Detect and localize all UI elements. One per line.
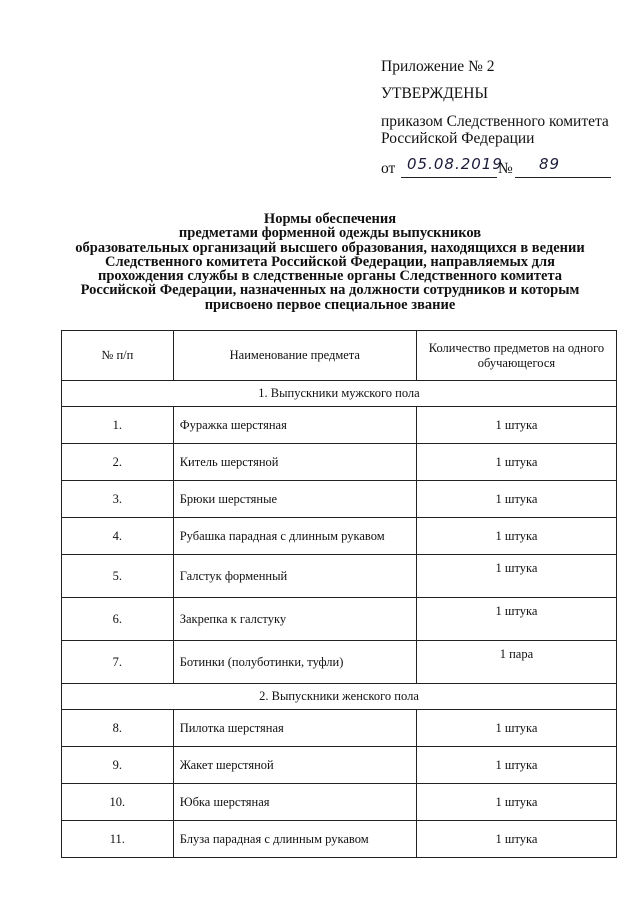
cell-num: 2.: [62, 444, 174, 481]
header-qty-line1: Количество предметов на одного: [428, 340, 605, 355]
norms-table: [61, 330, 617, 858]
table-row: [62, 784, 617, 821]
cell-qty: 1 штука: [416, 598, 616, 641]
table-row: [62, 481, 617, 518]
order-text-line2: Российской Федерации: [381, 130, 535, 147]
table-row: [62, 444, 617, 481]
table-row: [62, 747, 617, 784]
table-row: [62, 598, 617, 641]
title-line: Российской Федерации, назначенных на должности сотрудников и которым: [80, 282, 580, 299]
number-underline: [515, 177, 611, 178]
cell-qty: 1 штука: [416, 747, 616, 784]
cell-qty: 1 штука: [416, 555, 616, 598]
number-handwritten: 89: [539, 155, 561, 173]
cell-name: Пилотка шерстяная: [173, 710, 416, 747]
cell-qty: 1 штука: [416, 821, 616, 858]
title-line: Следственного комитета Российской Федерации, направляемых для: [105, 253, 555, 270]
table-row: [62, 407, 617, 444]
table-header-row: [62, 331, 617, 381]
section-title: 2. Выпускники женского пола: [62, 684, 617, 710]
cell-num: 10.: [62, 784, 174, 821]
cell-num: 8.: [62, 710, 174, 747]
title-line: присвоено первое специальное звание: [204, 296, 456, 313]
appendix-label: Приложение № 2: [381, 58, 495, 75]
header-num: № п/п: [62, 331, 174, 381]
title-line: Нормы обеспечения: [263, 211, 397, 227]
table-row: [62, 555, 617, 598]
header-qty: [416, 331, 616, 381]
cell-name: Рубашка парадная с длинным рукавом: [173, 518, 416, 555]
document-title: [50, 212, 610, 312]
section-row: [62, 381, 617, 407]
cell-num: 3.: [62, 481, 174, 518]
cell-name: Фуражка шерстяная: [173, 407, 416, 444]
table-row: [62, 710, 617, 747]
cell-num: 9.: [62, 747, 174, 784]
date-handwritten: 05.08.2019: [407, 155, 503, 173]
approved-label: УТВЕРЖДЕНЫ: [381, 85, 488, 102]
cell-num: 11.: [62, 821, 174, 858]
cell-name: Блуза парадная с длинным рукавом: [173, 821, 416, 858]
cell-name: Ботинки (полуботинки, туфли): [173, 641, 416, 684]
date-underline: [401, 177, 497, 178]
cell-qty: 1 штука: [416, 710, 616, 747]
title-line: предметами форменной одежды выпускников: [178, 225, 482, 242]
order-text: [381, 113, 631, 147]
table-row: [62, 518, 617, 555]
section-title: 1. Выпускники мужского пола: [62, 381, 617, 407]
number-prefix: №: [498, 160, 513, 177]
cell-num: 5.: [62, 555, 174, 598]
cell-qty: 1 штука: [416, 518, 616, 555]
header-qty-line2: обучающегося: [477, 355, 556, 370]
header-name: Наименование предмета: [173, 331, 416, 381]
table-row: [62, 641, 617, 684]
cell-name: Брюки шерстяные: [173, 481, 416, 518]
cell-num: 6.: [62, 598, 174, 641]
cell-name: Юбка шерстяная: [173, 784, 416, 821]
cell-num: 4.: [62, 518, 174, 555]
order-text-line1: приказом Следственного комитета: [381, 113, 609, 130]
approval-block: [381, 58, 631, 180]
title-line: прохождения службы в следственные органы Следственного комитета: [97, 268, 563, 285]
cell-num: 7.: [62, 641, 174, 684]
cell-name: Закрепка к галстуку: [173, 598, 416, 641]
cell-qty: 1 штука: [416, 444, 616, 481]
cell-num: 1.: [62, 407, 174, 444]
cell-qty: 1 штука: [416, 407, 616, 444]
order-date-number: [381, 155, 631, 180]
title-line: образовательных организаций высшего образования, находящихся в ведении: [75, 239, 585, 256]
table-row: [62, 821, 617, 858]
section-row: [62, 684, 617, 710]
cell-qty: 1 штука: [416, 481, 616, 518]
cell-qty: 1 штука: [416, 784, 616, 821]
cell-name: Галстук форменный: [173, 555, 416, 598]
date-prefix: от: [381, 160, 396, 177]
cell-name: Жакет шерстяной: [173, 747, 416, 784]
cell-qty: 1 пара: [416, 641, 616, 684]
cell-name: Китель шерстяной: [173, 444, 416, 481]
